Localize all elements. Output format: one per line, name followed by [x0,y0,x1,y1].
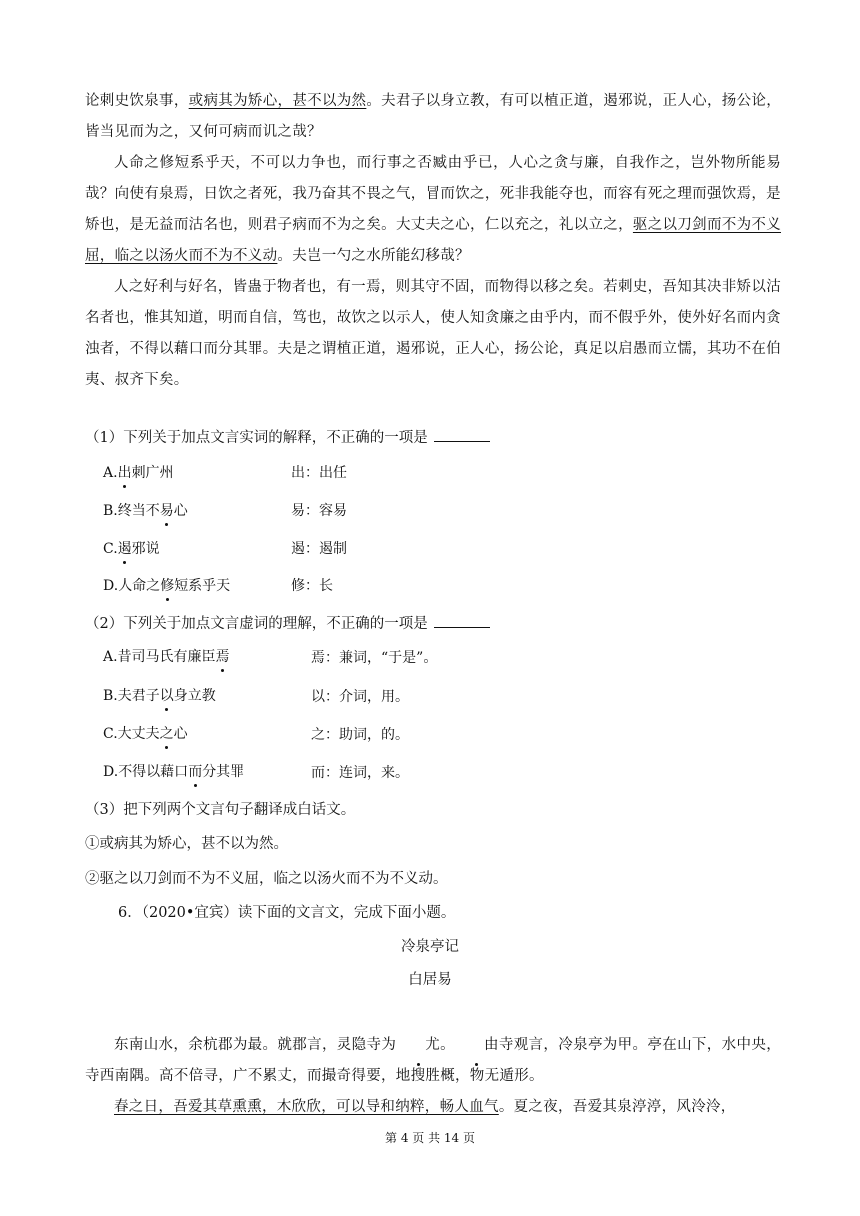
text-segment: 人命之修短系乎天，不可以力争也，而行事之否臧由乎已，人心之贪与廉，自我作之，岂外物所能易哉？向使有泉焉，日饮之者死，我乃奋其不畏之气，冒而饮之，死非我能夺也，而容有死之理而强饮焉，是矫也，是无益而沽名也，则君子病而不为之矣。大丈夫之心，仁以充之，礼以立之， [85,155,781,233]
poem-author: 白居易 [408,972,452,988]
option-letter: C. [103,726,118,742]
text-segment: 寺观言，冷泉亭为甲。亭在山下，水中央，寺西南隅。高不倍寻，广不累丈，而撮奇得要，地搜胜概，物无遁形。 [85,1037,782,1084]
option-text: 短系乎天 [174,578,231,594]
option-text: 分其罪 [202,764,245,780]
q2-option-d-answer: 而：连词，来。 [311,765,409,781]
q2-option-a-answer: 焉：兼词，“于是”。 [311,650,438,666]
option-text: 夫君子 [117,688,160,704]
question-1-stem [85,427,490,449]
underlined-sentence: 春之日，吾爱其草熏熏，木欣欣，可以导和纳粹，畅人血气 [114,1099,499,1115]
answer-blank[interactable] [434,427,490,442]
q1-option-c [103,539,160,559]
passage-paragraph-3: 人之好利与好名，皆蛊于物者也，有一焉，则其守不固，而物得以移之矣。若刺史，吾知其决非矫以沽名者也，惟其知道，明而自信，笃也，故饮之以示人，使人知贪廉之由乎内，而不假乎外，使外好名而内贪浊者，不得以藉口而分其罪。夫是之谓植正道，遏邪说，正人心，扬公论，真足以启愚而立懦，其功不在伯夷、叔齐下矣。 [85,279,781,388]
option-letter: D. [103,764,119,780]
q1-option-a-answer: 出：出任 [291,465,347,481]
text-segment: 。 [440,1037,455,1053]
question-text: （1）下列关于加点文言实词的解释，不正确的一项是 [85,430,428,446]
q2-option-c [103,724,188,744]
q2-option-d [103,762,244,782]
text-segment: 东南山水，余杭郡为最。就郡言，灵隐寺为 [114,1037,397,1053]
question-3-item-1: ①或病其为矫心，甚不以为然。 [85,836,288,852]
text-segment: 。夫君子以身立教，有可以植正道，遏邪说，正人心，扬公论，皆当见而为之，又何可病而讥之哉？ [85,93,781,140]
q1-option-b [103,501,188,521]
option-text: 心 [173,503,188,519]
option-letter: B. [103,503,118,519]
q1-option-b-answer: 易：容易 [291,503,347,519]
q1-option-d-answer: 修：长 [291,578,333,594]
q1-option-c-answer: 遏：遏制 [291,541,347,557]
question-2-stem [85,613,490,635]
dotted-character: 尤 [396,1030,440,1061]
dotted-character: 焉 [215,649,230,665]
option-letter: A. [103,649,118,665]
dotted-character: 之 [159,726,174,742]
question-3-stem: （3）把下列两个文言句子翻译成白话文。 [85,802,356,818]
q2-option-b-answer: 以：介词，用。 [311,689,409,705]
question-6-heading: 6．（2020•宜宾）读下面的文言文，完成下面小题。 [118,905,456,921]
q6-passage-paragraph-1 [85,1030,781,1092]
dotted-character: 由 [455,1030,499,1061]
passage-paragraph-1 [85,86,781,148]
text-segment: 。夏之夜，吾爱其泉渟渟，风泠泠， [498,1099,736,1115]
q6-passage-paragraph-2 [85,1092,781,1123]
option-letter: C. [103,541,118,557]
dotted-character: 修 [160,578,175,594]
dotted-character: 遏 [117,541,132,557]
q1-option-d [103,576,230,596]
passage-paragraph-2 [85,148,781,272]
question-text: （2）下列关于加点文言虚词的理解，不正确的一项是 [85,616,428,632]
q2-option-c-answer: 之：助词，的。 [311,727,409,743]
text-segment: 。夫岂一勺之水所能幻移哉？ [277,248,470,264]
option-letter: A. [103,465,118,481]
dotted-character: 易 [159,503,174,519]
option-text: 刺广州 [131,465,174,481]
option-text: 终当不 [117,503,160,519]
option-letter: D. [103,578,119,594]
text-segment: 论刺史饮泉事， [85,93,189,109]
q2-option-b [103,686,216,706]
dotted-character: 而 [188,764,203,780]
q2-option-a [103,647,230,667]
answer-blank[interactable] [434,613,490,628]
option-text: 昔司马氏有廉臣 [117,649,216,665]
dotted-character: 以 [159,688,174,704]
question-3-item-2: ②驱之以刀剑而不为不义屈，临之以汤火而不为不义动。 [85,871,448,887]
underlined-sentence: 或病其为矫心，甚不以为然 [188,93,367,109]
underlined-sentence: 驱之以刀剑而不为不义屈，临之以汤火而不为不义动 [85,217,781,264]
option-text: 人命之 [118,578,161,594]
page-footer: 第 4 页 共 14 页 [385,1131,475,1145]
option-text: 不得以藉口 [118,764,189,780]
poem-title: 冷泉亭记 [401,939,459,955]
q1-option-a [103,463,174,483]
option-text: 身立教 [173,688,216,704]
option-text: 大丈夫 [117,726,160,742]
option-text: 邪说 [131,541,160,557]
option-letter: B. [103,688,118,704]
dotted-character: 出 [117,465,132,481]
option-text: 心 [173,726,188,742]
